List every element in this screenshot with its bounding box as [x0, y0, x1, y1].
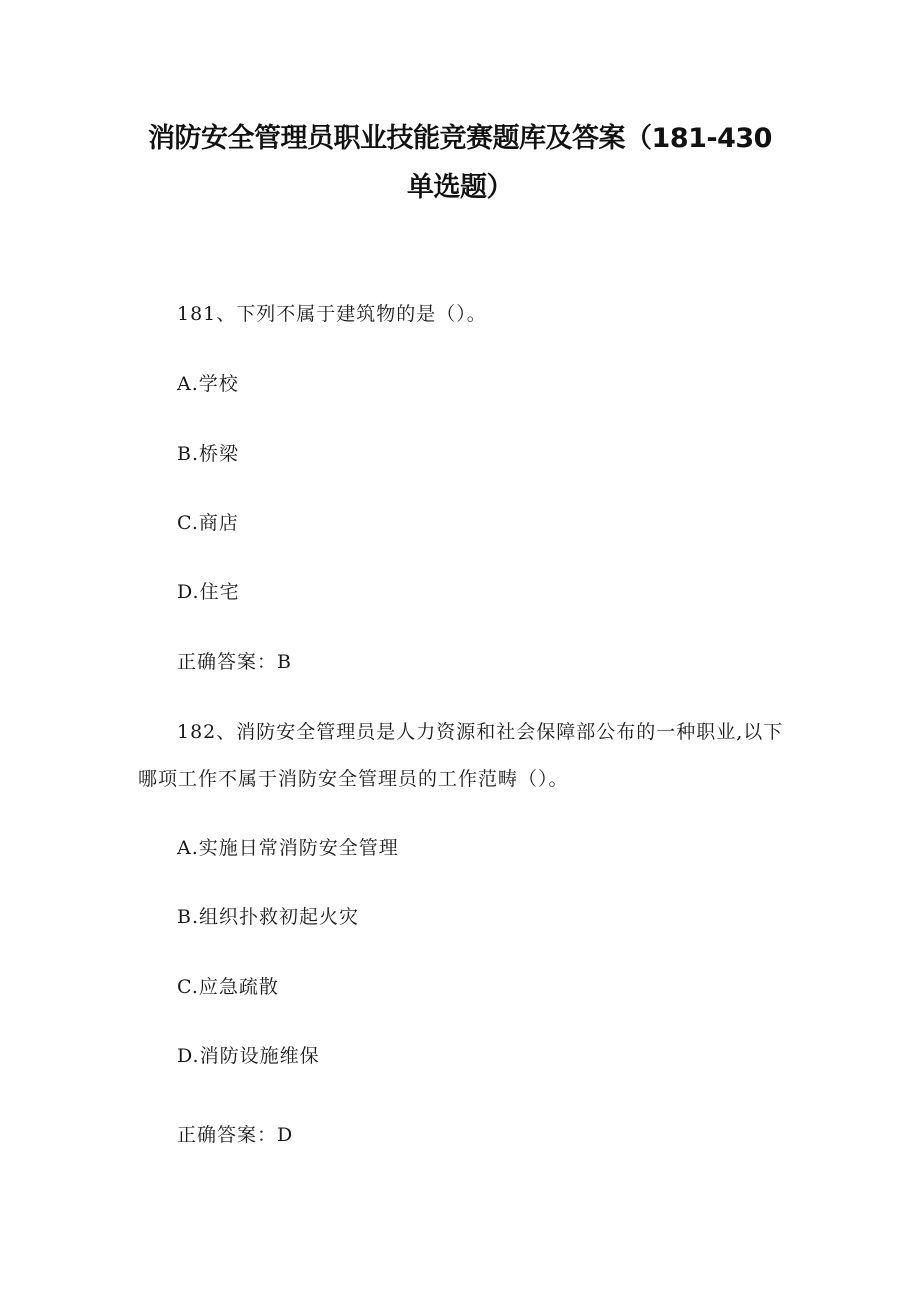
question-181-answer: 正确答案：B	[177, 651, 292, 673]
question-182-option-b: B.组织扑救初起火灾	[177, 906, 360, 928]
question-181-option-a: A.学校	[177, 373, 239, 395]
question-182-stem-line-2: 哪项工作不属于消防安全管理员的工作范畴（）。	[138, 768, 569, 790]
question-181-stem: 181、下列不属于建筑物的是（）。	[177, 303, 487, 325]
document-title-line-2: 单选题）	[407, 172, 513, 203]
question-181-option-c: C.商店	[177, 512, 239, 534]
question-182-option-c: C.应急疏散	[177, 976, 279, 998]
question-182-stem-line-1: 182、消防安全管理员是人力资源和社会保障部公布的一种职业,以下	[177, 721, 784, 743]
question-182-option-a: A.实施日常消防安全管理	[177, 837, 399, 859]
document-title-line-1: 消防安全管理员职业技能竞赛题库及答案（181-430	[148, 123, 772, 154]
question-181-option-d: D.住宅	[177, 581, 240, 603]
question-181-option-b: B.桥梁	[177, 443, 240, 465]
question-182-answer: 正确答案：D	[177, 1124, 294, 1146]
question-182-option-d: D.消防设施维保	[177, 1045, 320, 1067]
